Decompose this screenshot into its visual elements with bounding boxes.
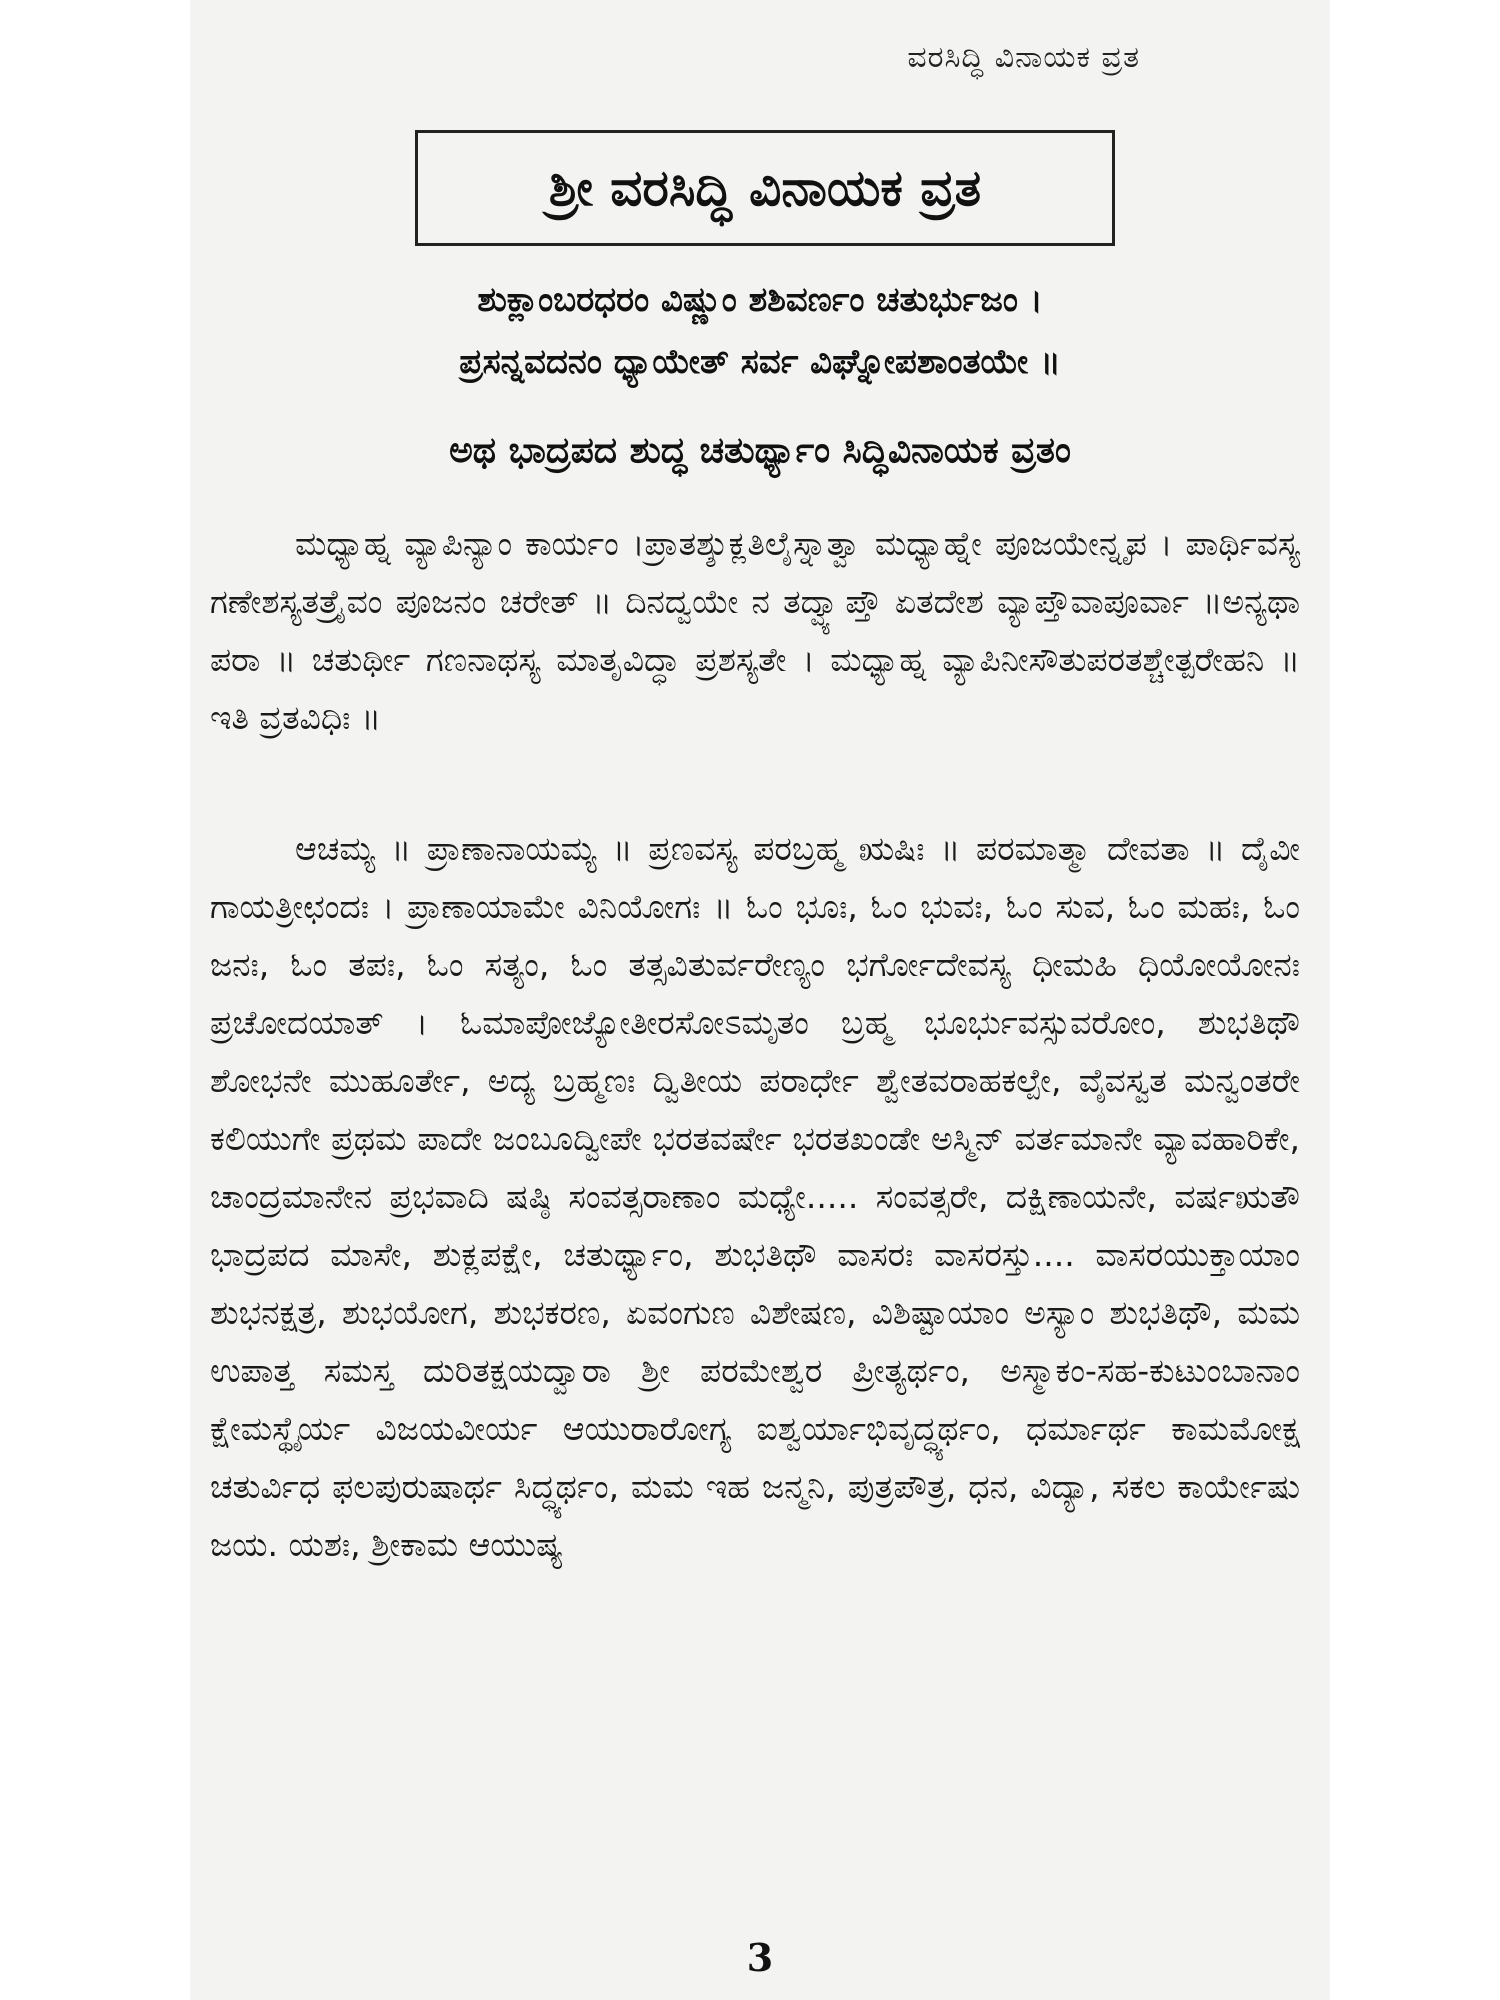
paragraph-sankalpa: ಆಚಮ್ಯ ॥ ಪ್ರಾಣಾನಾಯಮ್ಯ ॥ ಪ್ರಣವಸ್ಯ ಪರಬ್ರಹ್ಮ ಋಷಿಃ ॥ ಪರಮಾತ್ಮಾ ದೇವತಾ ॥ ದೈವೀ ಗಾಯತ್ರೀಛಂದಃ । ಪ್ರಾಣಾಯಾಮೇ ವಿನಿಯೋಗಃ ॥ ಓಂ ಭೂಃ, ಓಂ ಭುವಃ, ಓಂ ಸುವ, ಓಂ ಮಹಃ, ಓಂ ಜನಃ, ಓಂ ತಪಃ, ಓಂ ಸತ್ಯಂ, ಓಂ ತತ್ಸವಿತುರ್ವರೇಣ್ಯಂ ಭರ್ಗೋದೇವಸ್ಯ ಧೀಮಹಿ ಧಿಯೋಯೋನಃ ಪ್ರಚೋದಯಾತ್ । ಓಮಾಪೋಜ್ಯೋತೀರಸೋಽಮೃತಂ ಬ್ರಹ್ಮ ಭೂರ್ಭುವಸ್ಸುವರೋಂ, ಶುಭತಿಥೌ ಶೋಭನೇ ಮುಹೂರ್ತೇ, ಅದ್ಯ ಬ್ರಹ್ಮಣಃ ದ್ವಿತೀಯ ಪರಾರ್ಧೇ ಶ್ವೇತವರಾಹಕಲ್ಪೇ, ವೈವಸ್ವತ ಮನ್ವಂತರೇ ಕಲಿಯುಗೇ ಪ್ರಥಮ ಪಾದೇ ಜಂಬೂದ್ವೀಪೇ ಭರತವರ್ಷೇ ಭರತಖಂಡೇ ಅಸ್ಮಿನ್ ವರ್ತಮಾನೇ ವ್ಯಾವಹಾರಿಕೇ, ಚಾಂದ್ರಮಾನೇನ ಪ್ರಭವಾದಿ ಷಷ್ಠಿ ಸಂವತ್ಸರಾಣಾಂ ಮಧ್ಯೇ..... ಸಂವತ್ಸರೇ, ದಕ್ಷಿಣಾಯನೇ, ವರ್ಷಋತೌ ಭಾದ್ರಪದ ಮಾಸೇ, ಶುಕ್ಲಪಕ್ಷೇ, ಚತುರ್ಥ್ಯಾಂ, ಶುಭತಿಥೌ ವಾಸರಃ ವಾಸರಸ್ತು.... ವಾಸರಯುಕ್ತಾಯಾಂ ಶುಭನಕ್ಷತ್ರ, ಶುಭಯೋಗ, ಶುಭಕರಣ, ಏವಂಗುಣ ವಿಶೇಷಣ, ವಿಶಿಷ್ಟಾಯಾಂ ಅಸ್ಯಾಂ ಶುಭತಿಥೌ, ಮಮ ಉಪಾತ್ತ ಸಮಸ್ತ ದುರಿತಕ್ಷಯದ್ವಾರಾ ಶ್ರೀ ಪರಮೇಶ್ವರ ಪ್ರೀತ್ಯರ್ಥಂ, ಅಸ್ಮಾಕಂ-ಸಹ-ಕುಟುಂಬಾನಾಂ ಕ್ಷೇಮಸ್ಥೈರ್ಯ ವಿಜಯವೀರ್ಯ ಆಯುರಾರೋಗ್ಯ ಐಶ್ವರ್ಯಾಭಿವೃದ್ಧ್ಯರ್ಥಂ, ಧರ್ಮಾರ್ಥ ಕಾಮಮೋಕ್ಷ ಚತುರ್ವಿಧ ಫಲಪುರುಷಾರ್ಥ ಸಿದ್ಧ್ಯರ್ಥಂ, ಮಮ ಇಹ ಜನ್ಮನಿ, ಪುತ್ರಪೌತ್ರ, ಧನ, ವಿದ್ಯಾ, ಸಕಲ ಕಾರ್ಯೇಷು ಜಯ. ಯಶಃ, ಶ್ರೀಕಾಮ ಆಯುಷ್ಯ: [210, 829, 1300, 1564]
invocation-line-1: ಶುಕ್ಲಾಂಬರಧರಂ ವಿಷ್ಣುಂ ಶಶಿವರ್ಣಂ ಚತುರ್ಭುಜಂ ।: [477, 280, 1043, 320]
invocation-line-2: ಪ್ರಸನ್ನವದನಂ ಧ್ಯಾಯೇತ್ ಸರ್ವ ವಿಘ್ನೋಪಶಾಂತಯೇ ॥: [459, 342, 1061, 382]
page-title: ಶ್ರೀ ವರಸಿದ್ಧಿ ವಿನಾಯಕ ವ್ರತ: [548, 158, 982, 217]
page-number: 3: [746, 1935, 774, 1980]
book-page: [190, 0, 1330, 2000]
running-header: ವರಸಿದ್ಧಿ ವಿನಾಯಕ ವ್ರತ: [907, 40, 1140, 75]
paragraph-vrata-vidhi: ಮಧ್ಯಾಹ್ನ ವ್ಯಾಪಿನ್ಯಾಂ ಕಾರ್ಯಂ ।ಪ್ರಾತಶ್ಶುಕ್ಲತಿಲೈಸ್ನಾತ್ವಾ ಮಧ್ಯಾಹ್ನೇ ಪೂಜಯೇನ್ನೃಪ । ಪಾರ್ಥಿವಸ್ಯ ಗಣೇಶಸ್ಯತತ್ರೈವಂ ಪೂಜನಂ ಚರೇತ್ ॥ ದಿನದ್ವಯೇ ನ ತದ್ವ್ಯಾಪ್ತೌ ಏತದೇಶ ವ್ಯಾಪ್ತೌವಾಪೂರ್ವಾ ॥ಅನ್ಯಥಾ ಪರಾ ॥ ಚತುರ್ಥೀ ಗಣನಾಥಸ್ಯ ಮಾತೃವಿದ್ಧಾ ಪ್ರಶಸ್ಯತೇ । ಮಧ್ಯಾಹ್ನ ವ್ಯಾಪಿನೀಸೌತುಪರತಶ್ಚೇತ್ಪರೇಹನಿ ॥ ಇತಿ ವ್ರತವಿಧಿಃ ॥: [210, 524, 1300, 737]
title-box: [415, 130, 1115, 246]
section-heading: ಅಥ ಭಾದ್ರಪದ ಶುದ್ಧ ಚತುರ್ಥ್ಯಾಂ ಸಿದ್ಧಿವಿನಾಯಕ ವ್ರತಂ: [449, 430, 1071, 471]
